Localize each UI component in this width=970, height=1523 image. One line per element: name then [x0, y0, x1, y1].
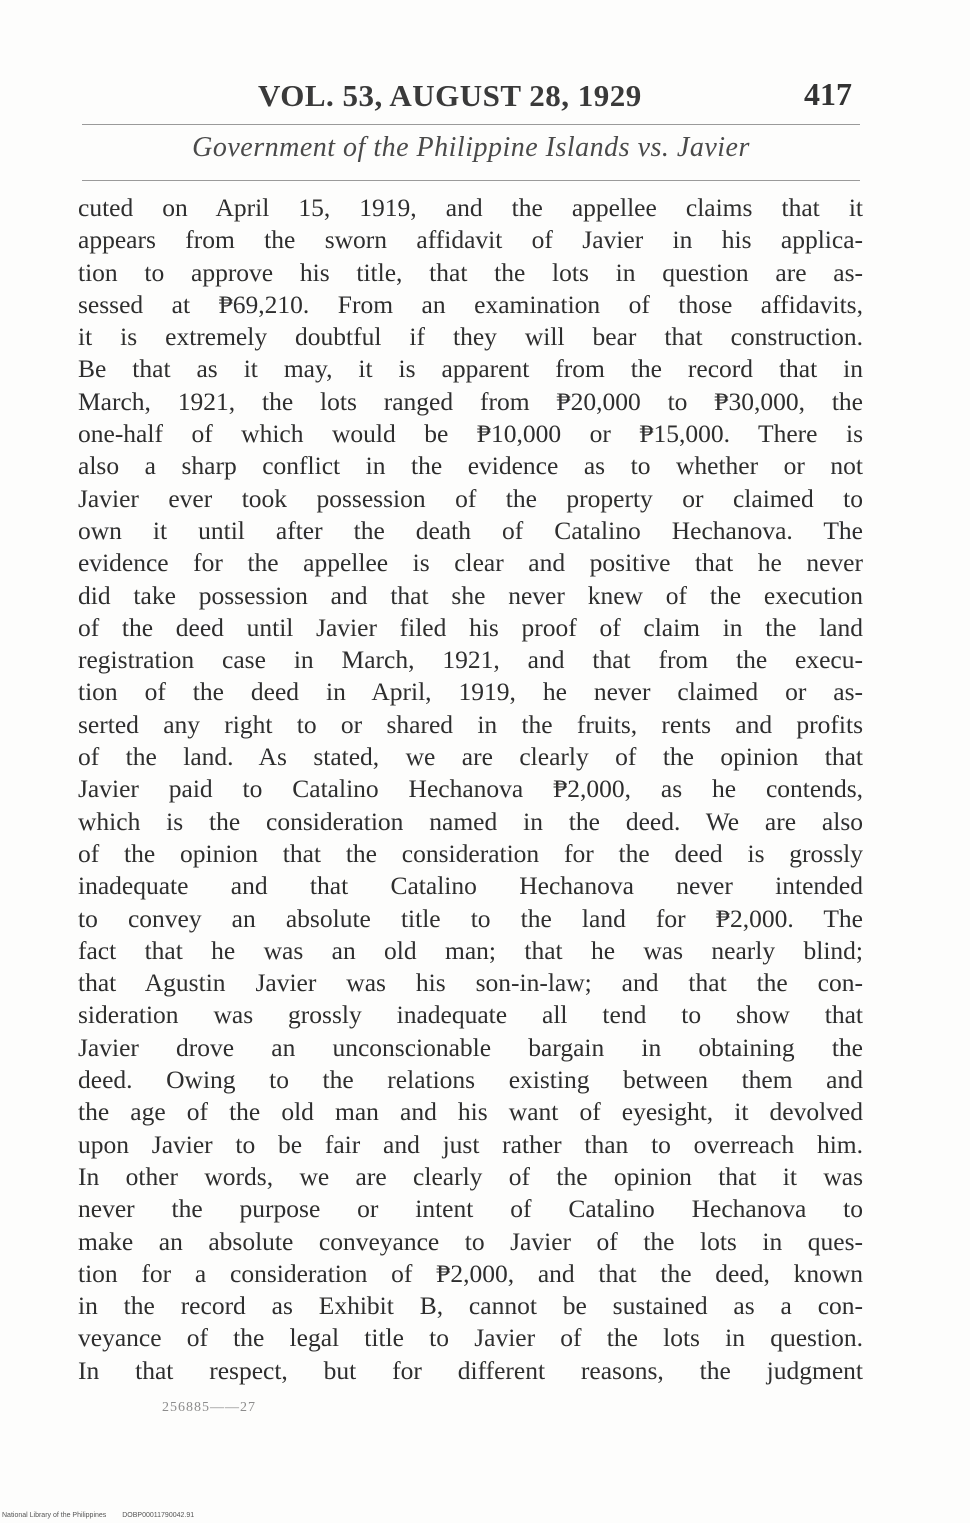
volume-date: VOL. 53, AUGUST 28, 1929 [258, 78, 642, 113]
text-line: which is the consideration named in the deed. We are also [78, 806, 863, 836]
page-number: 417 [804, 76, 852, 112]
text-line: of the opinion that the consideration for the deed is grossly [78, 838, 863, 868]
text-line: the age of the old man and his want of eyesight, it devolved [78, 1097, 863, 1127]
signature-mark: 256885——27 [162, 1400, 256, 1415]
text-line: tion for a consideration of ₱2,000, and that the deed, known [78, 1258, 863, 1288]
body-text [78, 192, 863, 1387]
text-line: serted any right to or shared in the fruits, rents and profits [78, 709, 863, 739]
text-line: fact that he was an old man; that he was nearly blind; [78, 935, 863, 965]
text-line: that Agustin Javier was his son-in-law; and that the con- [78, 968, 863, 998]
library-stamp [2, 1512, 208, 1519]
header-rule-bottom [82, 180, 860, 181]
text-line: make an absolute conveyance to Javier of the lots in ques- [78, 1226, 863, 1256]
text-line: In that respect, but for different reasons, the judgment [78, 1355, 863, 1385]
text-line: Javier drove an unconscionable bargain in obtaining the [78, 1032, 863, 1062]
text-line: tion of the deed in April, 1919, he never claimed or as- [78, 677, 863, 707]
text-line: cuted on April 15, 1919, and the appellee claims that it [78, 193, 863, 222]
text-line: Javier paid to Catalino Hechanova ₱2,000, as he contends, [78, 774, 863, 804]
document-code: DOBP00011790042.91 [122, 1512, 195, 1519]
text-line: it is extremely doubtful if they will bear that construction. [78, 322, 863, 352]
running-head [78, 78, 860, 118]
header-rule-top [82, 124, 860, 125]
text-line: also a sharp conflict in the evidence as to whether or not [78, 451, 863, 481]
text-line: in the record as Exhibit B, cannot be sustained as a con- [78, 1291, 863, 1321]
text-line: of the deed until Javier filed his proof of claim in the land [78, 612, 863, 642]
text-line: inadequate and that Catalino Hechanova never intended [78, 871, 863, 901]
case-title: Government of the Philippine Islands vs. Javier [192, 132, 750, 163]
text-line: did take possession and that she never knew of the execution [78, 580, 863, 610]
library-name: National Library of the Philippines [2, 1512, 107, 1519]
text-line: Javier ever took possession of the property or claimed to [78, 483, 863, 513]
text-line: Be that as it may, it is apparent from the record that in [78, 354, 863, 384]
text-line: tion to approve his title, that the lots in question are as- [78, 257, 863, 287]
text-line: March, 1921, the lots ranged from ₱20,000 to ₱30,000, the [78, 386, 863, 416]
text-line: registration case in March, 1921, and that from the execu- [78, 645, 863, 675]
text-line: upon Javier to be fair and just rather than to overreach him. [78, 1129, 863, 1159]
text-line: never the purpose or intent of Catalino Hechanova to [78, 1194, 863, 1224]
text-line: appears from the sworn affidavit of Javier in his applica- [78, 225, 863, 255]
text-line: own it until after the death of Catalino Hechanova. The [78, 515, 863, 545]
text-line: of the land. As stated, we are clearly of the opinion that [78, 742, 863, 772]
text-line: deed. Owing to the relations existing between them and [78, 1065, 863, 1095]
text-line: to convey an absolute title to the land for ₱2,000. The [78, 903, 863, 933]
text-line: evidence for the appellee is clear and positive that he never [78, 548, 863, 578]
text-line: sessed at ₱69,210. From an examination of those affidavits, [78, 289, 863, 319]
text-line: In other words, we are clearly of the opinion that it was [78, 1161, 863, 1191]
text-line: sideration was grossly inadequate all tend to show that [78, 1000, 863, 1030]
text-line: veyance of the legal title to Javier of the lots in question. [78, 1323, 863, 1353]
text-line: one-half of which would be ₱10,000 or ₱15,000. There is [78, 419, 863, 449]
